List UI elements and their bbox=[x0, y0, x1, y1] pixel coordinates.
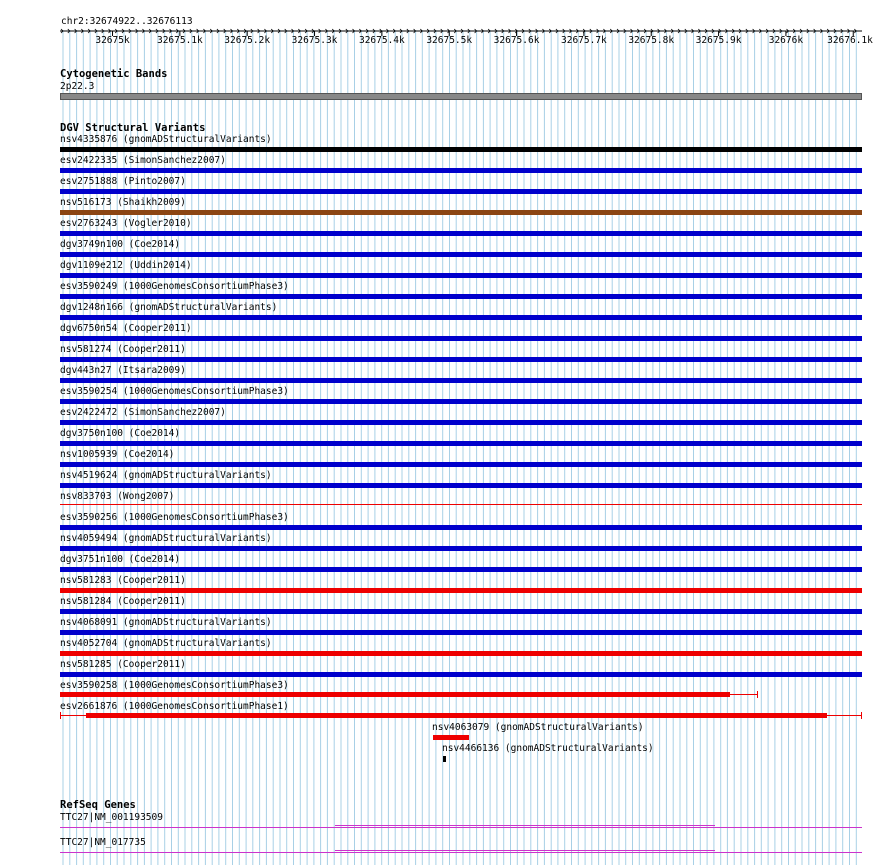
variant-label: esv2661876 (1000GenomesConsortiumPhase1) bbox=[60, 701, 289, 712]
variant-label: nsv4335876 (gnomADStructuralVariants) bbox=[60, 134, 272, 145]
variant-label: dgv6750n54 (Cooper2011) bbox=[60, 323, 192, 334]
variant-bar[interactable] bbox=[60, 672, 862, 677]
variant-bar[interactable] bbox=[60, 588, 862, 593]
ruler-tick-label: 32675.8k bbox=[628, 35, 675, 46]
variant-label: esv2751888 (Pinto2007) bbox=[60, 176, 186, 187]
variant-bar[interactable] bbox=[60, 462, 862, 467]
variant-bar[interactable] bbox=[60, 441, 862, 446]
variant-bar[interactable] bbox=[86, 713, 827, 718]
ruler-tick-label: 32675k bbox=[95, 35, 130, 46]
variant-label: dgv1248n166 (gnomADStructuralVariants) bbox=[60, 302, 278, 313]
variant-bar[interactable] bbox=[60, 651, 862, 656]
variant-bar[interactable] bbox=[60, 315, 862, 320]
ruler-tick-label: 32675.2k bbox=[224, 35, 271, 46]
gene-intron-line[interactable] bbox=[60, 852, 862, 853]
variant-label: nsv581285 (Cooper2011) bbox=[60, 659, 186, 670]
variant-label: esv2422335 (SimonSanchez2007) bbox=[60, 155, 226, 166]
variant-bar[interactable] bbox=[433, 735, 469, 740]
gene-segment bbox=[335, 850, 715, 851]
variant-label: nsv581284 (Cooper2011) bbox=[60, 596, 186, 607]
variant-label: esv3590256 (1000GenomesConsortiumPhase3) bbox=[60, 512, 289, 523]
ruler-tick-label: 32675.6k bbox=[493, 35, 540, 46]
variant-bar[interactable] bbox=[60, 357, 862, 362]
variant-label: esv2422472 (SimonSanchez2007) bbox=[60, 407, 226, 418]
range-label: chr2:32674922..32676113 bbox=[61, 16, 193, 27]
variant-bar[interactable] bbox=[60, 483, 862, 488]
cytoband-label: 2p22.3 bbox=[60, 81, 95, 92]
variant-bar[interactable] bbox=[60, 609, 862, 614]
variant-bar[interactable] bbox=[60, 336, 862, 341]
ruler-tick-label: 32676k bbox=[768, 35, 804, 46]
variant-end-cap bbox=[757, 691, 758, 698]
variant-bar[interactable] bbox=[60, 252, 862, 257]
variant-label: dgv443n27 (Itsara2009) bbox=[60, 365, 186, 376]
variant-label: dgv3749n100 (Coe2014) bbox=[60, 239, 181, 250]
cytoband-track-title: Cytogenetic Bands bbox=[60, 68, 168, 80]
variant-bar[interactable] bbox=[60, 692, 730, 697]
ruler-tick-label: 32675.5k bbox=[426, 35, 473, 46]
variant-label: dgv1109e212 (Uddin2014) bbox=[60, 260, 192, 271]
variant-bar[interactable] bbox=[60, 399, 862, 404]
gene-label: TTC27|NM_017735 bbox=[60, 837, 146, 848]
variant-bar[interactable] bbox=[60, 378, 862, 383]
variant-label: nsv833703 (Wong2007) bbox=[60, 491, 175, 502]
variant-label: esv3590249 (1000GenomesConsortiumPhase3) bbox=[60, 281, 289, 292]
variant-label: nsv4519624 (gnomADStructuralVariants) bbox=[60, 470, 272, 481]
ruler-tick-label: 32676.1k bbox=[827, 35, 873, 46]
variant-label: esv2763243 (Vogler2010) bbox=[60, 218, 192, 229]
dgv-track-title: DGV Structural Variants bbox=[60, 122, 206, 134]
gene-label: TTC27|NM_001193509 bbox=[60, 812, 163, 823]
variant-label: dgv3750n100 (Coe2014) bbox=[60, 428, 181, 439]
variant-bar[interactable] bbox=[60, 231, 862, 236]
variant-bar[interactable] bbox=[60, 630, 862, 635]
ruler-tick-label: 32675.4k bbox=[358, 35, 405, 46]
variant-intron-line bbox=[730, 694, 758, 695]
variant-bar[interactable] bbox=[60, 168, 862, 173]
gene-segment bbox=[335, 825, 715, 826]
variant-bar[interactable] bbox=[60, 525, 862, 530]
variant-bar[interactable] bbox=[60, 273, 862, 278]
variant-label: nsv4052704 (gnomADStructuralVariants) bbox=[60, 638, 272, 649]
variant-bar[interactable] bbox=[60, 504, 862, 505]
variant-bar[interactable] bbox=[60, 147, 862, 152]
variant-label: esv3590254 (1000GenomesConsortiumPhase3) bbox=[60, 386, 289, 397]
variant-end-cap bbox=[60, 712, 61, 719]
variant-end-cap bbox=[861, 712, 862, 719]
variant-bar[interactable] bbox=[443, 756, 446, 762]
variant-label: esv3590258 (1000GenomesConsortiumPhase3) bbox=[60, 680, 289, 691]
variant-bar[interactable] bbox=[60, 189, 862, 194]
variant-label: nsv4059494 (gnomADStructuralVariants) bbox=[60, 533, 272, 544]
variant-bar[interactable] bbox=[60, 210, 862, 215]
variant-label: nsv4068091 (gnomADStructuralVariants) bbox=[60, 617, 272, 628]
variant-label: nsv1005939 (Coe2014) bbox=[60, 449, 175, 460]
variant-label: nsv4466136 (gnomADStructuralVariants) bbox=[442, 743, 654, 754]
refseq-track-title: RefSeq Genes bbox=[60, 799, 136, 811]
ruler-tick-label: 32675.9k bbox=[695, 35, 742, 46]
cytoband-bar[interactable] bbox=[60, 93, 862, 100]
variant-bar[interactable] bbox=[60, 546, 862, 551]
gene-intron-line[interactable] bbox=[60, 827, 862, 828]
ruler-tick-label: 32675.1k bbox=[156, 35, 203, 46]
variant-bar[interactable] bbox=[60, 420, 862, 425]
ruler-tick-label: 32675.3k bbox=[291, 35, 338, 46]
variant-bar[interactable] bbox=[60, 294, 862, 299]
variant-label: nsv581274 (Cooper2011) bbox=[60, 344, 186, 355]
variant-label: nsv516173 (Shaikh2009) bbox=[60, 197, 186, 208]
variant-label: nsv4063079 (gnomADStructuralVariants) bbox=[432, 722, 644, 733]
variant-label: dgv3751n100 (Coe2014) bbox=[60, 554, 181, 565]
variant-bar[interactable] bbox=[60, 567, 862, 572]
variant-label: nsv581283 (Cooper2011) bbox=[60, 575, 186, 586]
ruler-tick-label: 32675.7k bbox=[561, 35, 607, 46]
